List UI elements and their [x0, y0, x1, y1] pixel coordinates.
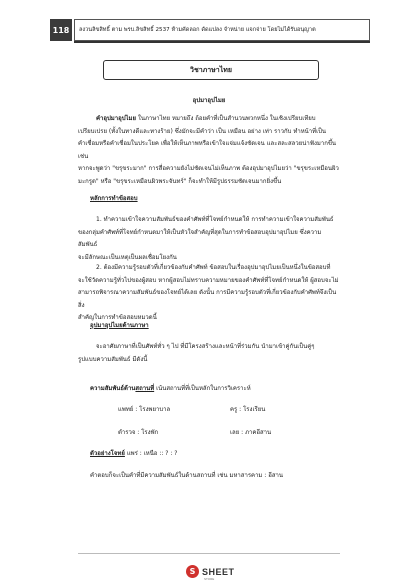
relation-row-1-right: ครู : โรงเรียน — [230, 406, 266, 413]
intro-line: คำเชื่อมหรือคำเชื่อมในประโยค เพื่อให้เห็นภาพหรือเข้าใจแจ่มแจ้งชัดเจน และสละสลวยน่าฟังมากขึ้น เช่น — [78, 140, 337, 160]
intro-term: คำอุปมาอุปไมย — [96, 115, 137, 122]
intro-line: มะกรูด" หรือ "ขรุขระเหมือนผิวพระจันทร์" ก็จะทำให้มีรูปธรรมชัดเจนมากยิ่งขึ้น — [78, 177, 282, 185]
header-rule — [74, 41, 370, 43]
relation-heading: ความสัมพันธ์ด้านสถานที่ เน้นสถานที่ที่เป็นหลักในการวิเคราะห์ — [90, 385, 251, 392]
page-number: 118 — [50, 19, 72, 41]
intro-line: หากจะพูดว่า "ขรุขระมาก" การสื่อความยังไม่ชัดเจนไม่เห็นภาพ ต้องอุปมาอุปไมยว่า "ขรุขระเหมือนผิว — [78, 165, 339, 172]
logo-text: SHEET — [202, 566, 235, 577]
intro-line: เปรียบเปรย (ทั้งในทางดีและทางร้าย) ซึ่งมักจะมีคำว่า เป็น เหมือน อย่าง เท่า ราวกับ ทำหน้าที่เป็น — [78, 127, 327, 135]
lang-section-heading: อุปมาอุปไมยด้านภาษา — [90, 322, 149, 329]
principle-1: 1. ทำความเข้าใจความสัมพันธ์ของคำศัพท์ที่โจทย์กำหนดให้ การทำความเข้าใจความสัมพันธ์ ของกลุ่มคำศัพท์ที่โจทย์กำหนดมาให้เป็นหัวใจสำคัญที่สุดในการทำข้อสอบอุปมาอุปไมย ซึ่งความสัมพันธ์ จะมีลักษณะเป็นเหตุเป็นผลเชื่อมโยงกัน — [78, 216, 334, 261]
intro-paragraph — [78, 113, 340, 188]
principles-heading: หลักการทำข้อสอบ — [90, 195, 138, 202]
relation-row-2-left: ตำรวจ : โรงพัก — [118, 429, 159, 436]
footer-rule — [78, 553, 340, 554]
intro-line: คำอุปมาอุปไมย ในภาษาไทย หมายถึง ถ้อยคำที่เป็นสำนวนพวกหนึ่ง ในเชิงเปรียบเทียบ — [96, 115, 316, 122]
principle-2: 2. ต้องมีความรู้รอบตัวที่เกี่ยวข้องกับคำศัพท์ ข้อสอบในเรื่องอุปมาอุปไมยเป็นหนึ่งในข้อสอบที่ จะใช้วัดความรู้ทั่วไปของผู้สอบ หากผู้สอบไม่ทราบความหมายของคำศัพท์ที่โจทย์กำหนดให้ ผู้สอบจะไม่ สามารถพิจารณาความสัมพันธ์ของโจทย์ได้เลย ดังนั้น การมีความรู้รอบตัวที่เกี่ยวข้องกับคำศัพท์จึงเป็นสิ่ง สำคัญในการทำข้อสอบหมวดนี้ — [78, 264, 339, 321]
logo-mark-icon: S — [186, 565, 199, 578]
logo-subtext: STORE — [204, 577, 215, 581]
lang-section-intro: จะอาศัยภาษาที่เป็นศัพท์ทั่ว ๆ ไป ที่มีโครงสร้างและหน้าที่ร่วมกัน นำมาเข้าคู่กันเป็นคู่ๆ รูปแบบความสัมพันธ์ มีดังนี้ — [78, 343, 315, 363]
subject-title: วิชาภาษาไทย — [103, 60, 319, 80]
example-answer: คำตอบก็จะเป็นคำที่มีความสัมพันธ์ในด้านสถานที่ เช่น มหาสารคาม : อีสาน — [90, 472, 283, 479]
section-heading: อุปมาอุปไมย — [192, 97, 226, 104]
example-question: ตัวอย่างโจทย์ แพร่ : เหนือ :: ? : ? — [90, 450, 178, 457]
relation-row-2-right: เลย : ภาคอีสาน — [230, 429, 272, 436]
copyright-notice: ลงวนลิขสิทธิ์ ตาม พรบ.ลิขสิทธิ์ 2537 ห้ามคัดลอก ดัดแปลง จำหน่าย แจกจ่าย โดยไม่ได้รับอนุญาต — [74, 19, 370, 41]
relation-row-1-left: แพทย์ : โรงพยาบาล — [118, 406, 171, 413]
example-label: ตัวอย่างโจทย์ — [90, 450, 125, 457]
